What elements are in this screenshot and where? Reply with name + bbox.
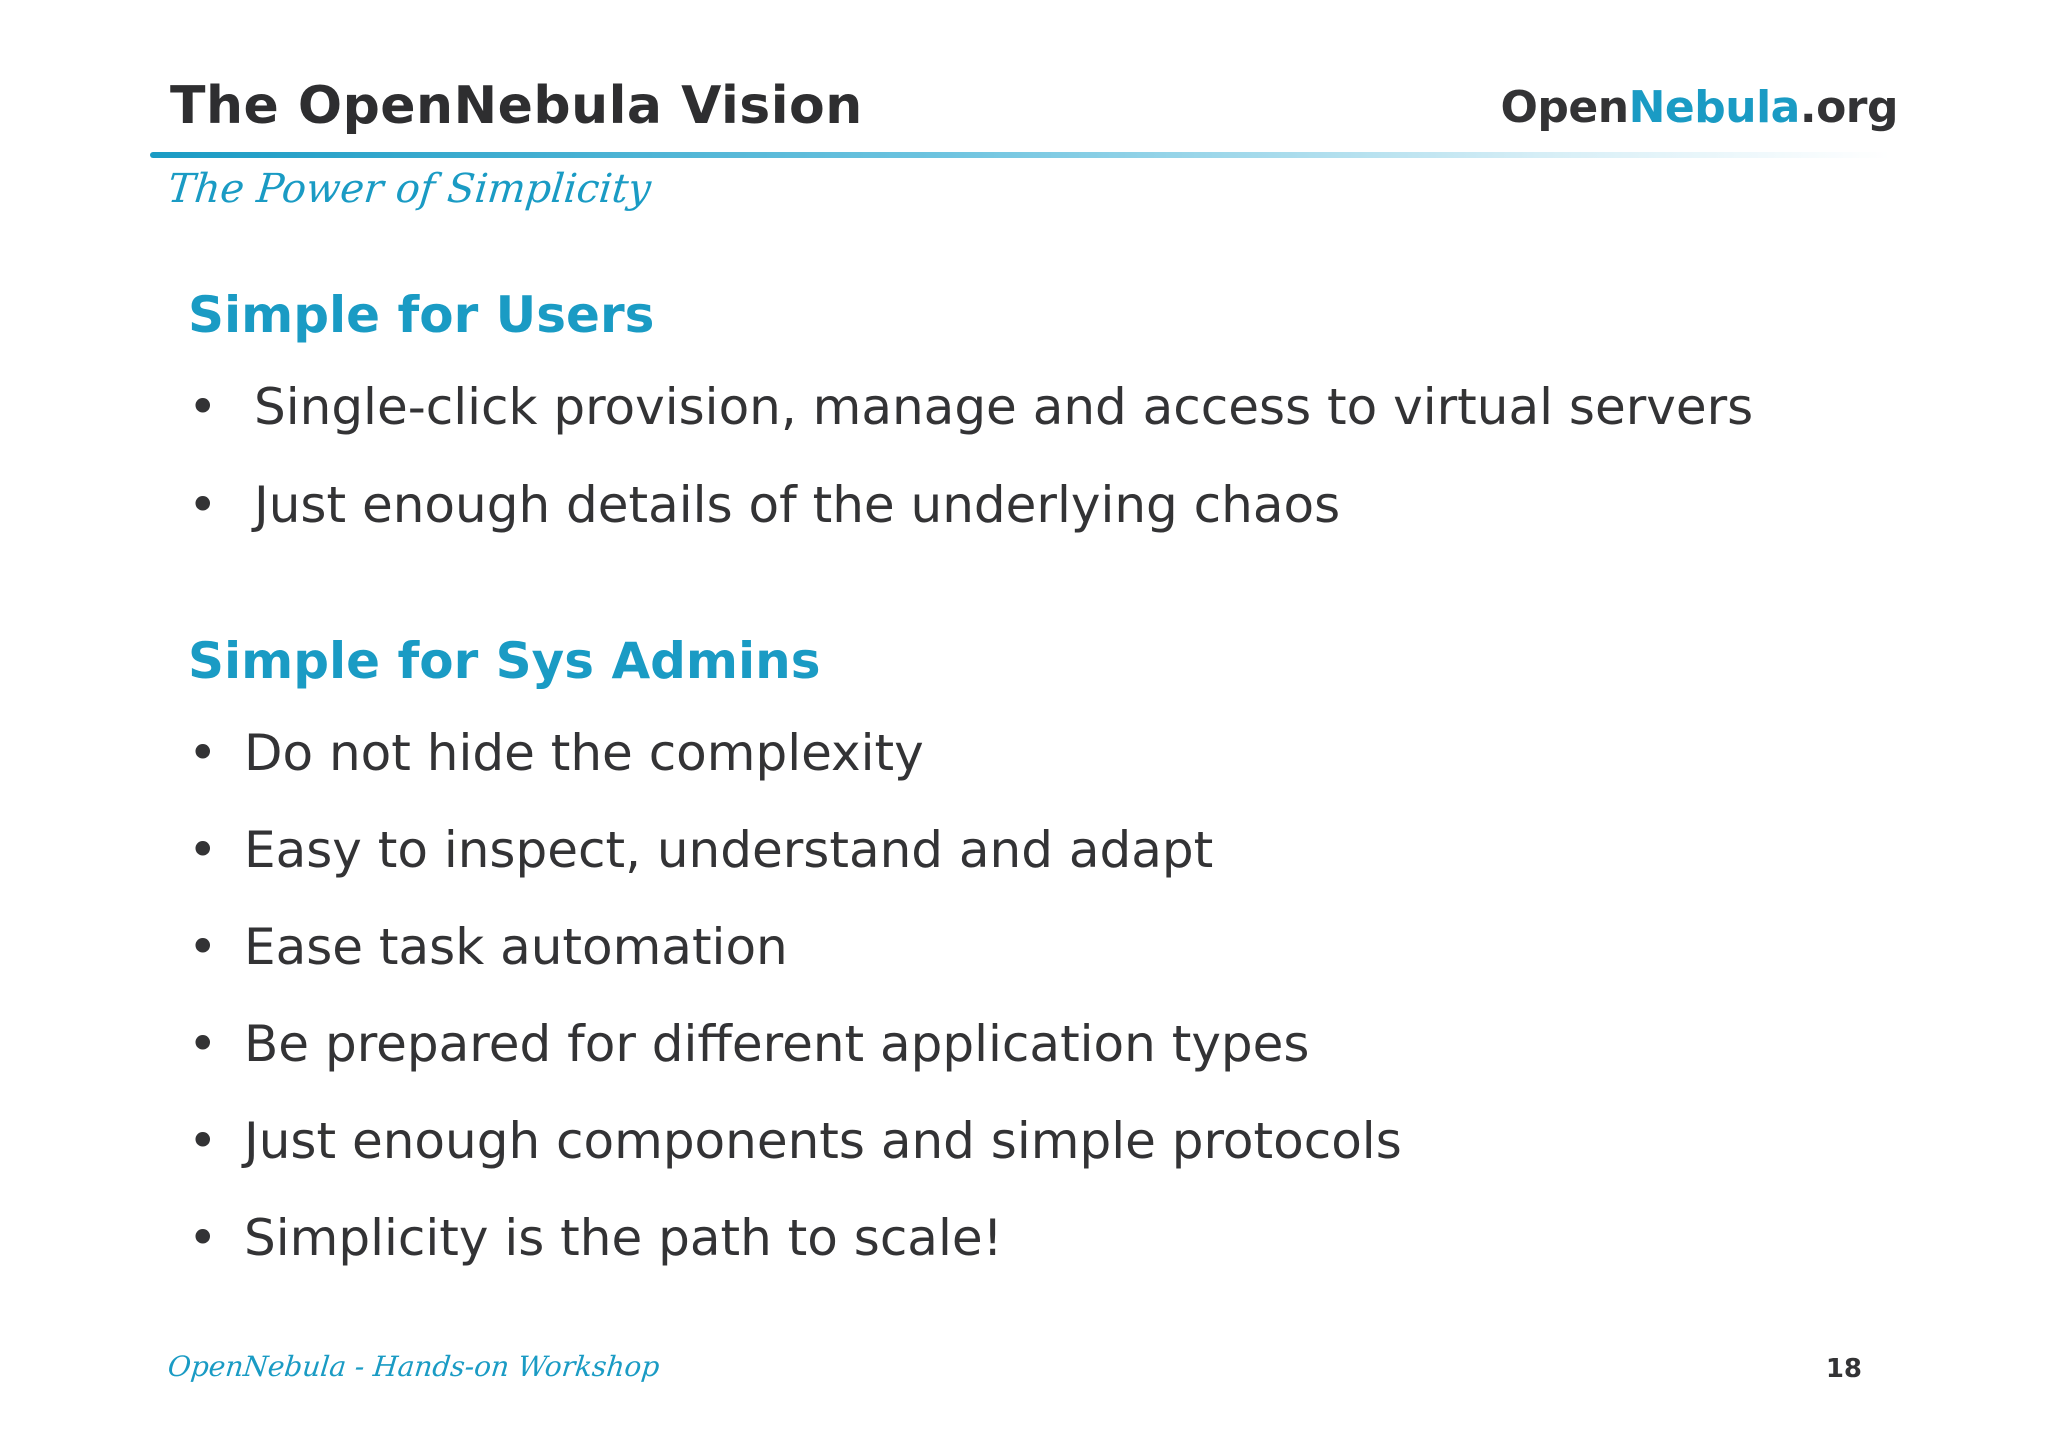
slide-title: The OpenNebula Vision (170, 76, 863, 136)
logo-text-open: Open (1500, 82, 1629, 133)
bullet-icon: • (188, 476, 218, 534)
opennebula-logo (1501, 82, 1898, 133)
bullet-text: Single-click provision, manage and access to virtual servers (254, 378, 1754, 436)
bullet-text: Just enough components and simple protocols (244, 1112, 1402, 1170)
section-heading-users: Simple for Users (188, 286, 655, 344)
logo-text-org: .org (1799, 82, 1898, 133)
bullet-text: Just enough details of the underlying chaos (254, 476, 1341, 534)
bullet-icon: • (188, 378, 218, 436)
bullet-icon: • (188, 1015, 218, 1073)
bullet-text: Be prepared for different application types (244, 1015, 1310, 1073)
bullet-icon: • (188, 1209, 218, 1267)
bullet-text: Easy to inspect, understand and adapt (244, 821, 1214, 879)
bullet-icon: • (188, 724, 218, 782)
bullet-text: Ease task automation (244, 918, 788, 976)
bullet-text: Simplicity is the path to scale! (244, 1209, 1003, 1267)
logo-text-nebula: Nebula (1628, 82, 1800, 133)
bullet-icon: • (188, 1112, 218, 1170)
bullet-text: Do not hide the complexity (244, 724, 924, 782)
page-number: 18 (1825, 1354, 1862, 1384)
bullet-icon: • (188, 918, 218, 976)
bullet-icon: • (188, 821, 218, 879)
section-heading-sys-admins: Simple for Sys Admins (188, 632, 821, 690)
header-divider (150, 152, 1890, 158)
slide-tagline: The Power of Simplicity (165, 166, 654, 212)
footer-workshop-label: OpenNebula - Hands-on Workshop (166, 1350, 662, 1383)
